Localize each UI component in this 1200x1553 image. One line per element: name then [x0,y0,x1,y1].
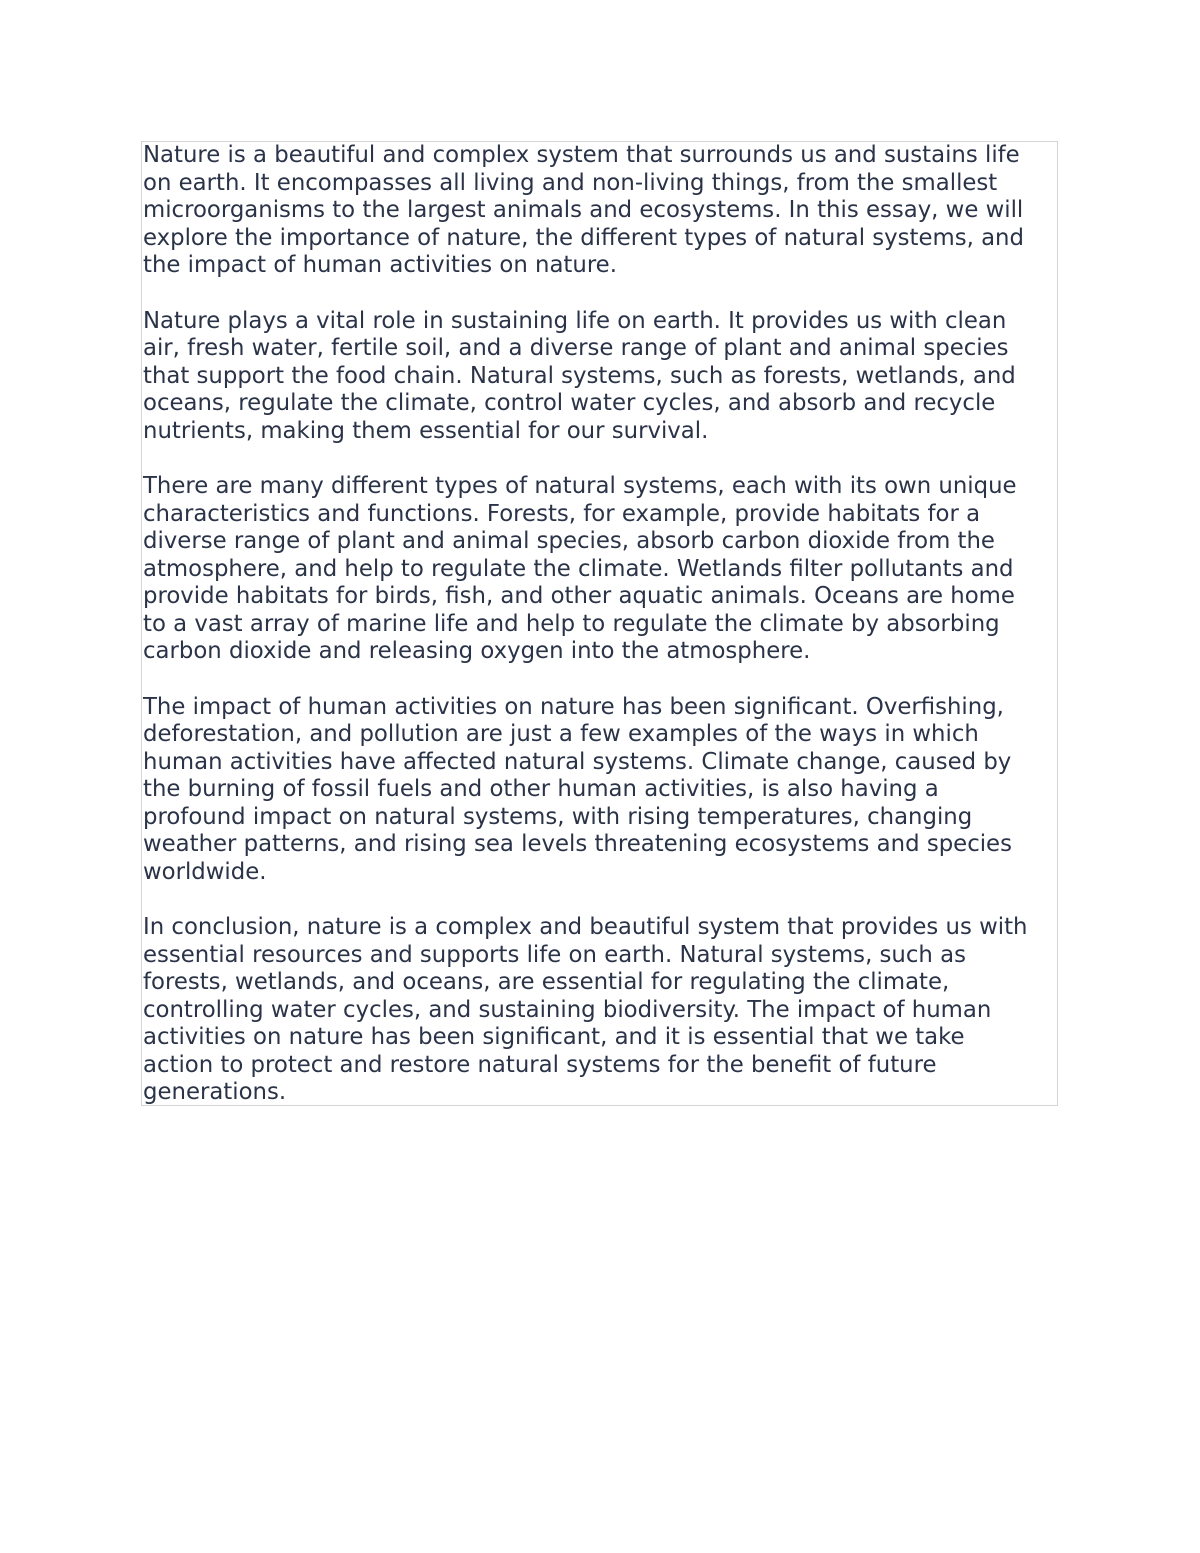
essay-text-box [141,141,1058,1106]
text-line: microorganisms to the largest animals and ecosystems. In this essay, we will [143,197,1024,223]
paragraph-spacer [143,666,1057,694]
text-line: activities on nature has been significant, and it is essential that we take [143,1024,965,1050]
text-line: profound impact on natural systems, with rising temperatures, changing [143,803,973,830]
text-line: human activities have affected natural systems. Climate change, caused by [143,748,1012,775]
text-line: action to protect and restore natural systems for the benefit of future [143,1051,937,1078]
text-line: worldwide. [143,858,267,885]
text-line: The impact of human activities on nature has been significant. Overfishing, [143,693,1004,720]
text-line: on earth. It encompasses all living and non-living things, from the smallest [143,169,998,196]
text-line: In conclusion, nature is a complex and beautiful system that provides us with [143,914,1028,940]
text-line: the impact of human activities on nature. [143,252,617,278]
text-line: forests, wetlands, and oceans, are essential for regulating the climate, [143,969,950,995]
paragraph-types [143,473,1057,666]
text-line: provide habitats for birds, fish, and other aquatic animals. Oceans are home [143,583,1015,609]
text-line: the burning of fossil fuels and other human activities, is also having a [143,776,939,802]
paragraph-role [143,308,1057,446]
text-line: atmosphere, and help to regulate the climate. Wetlands filter pollutants and [143,555,1014,582]
text-line: essential resources and supports life on earth. Natural systems, such as [143,941,966,968]
text-line: explore the importance of nature, the different types of natural systems, and [143,224,1024,251]
paragraph-spacer [143,280,1057,308]
text-line: oceans, regulate the climate, control water cycles, and absorb and recycle [143,390,996,416]
text-line: generations. [143,1079,287,1105]
paragraph-intro [143,142,1057,280]
text-line: diverse range of plant and animal species, absorb carbon dioxide from the [143,528,995,554]
paragraph-spacer [143,445,1057,473]
text-line: air, fresh water, fertile soil, and a diverse range of plant and animal species [143,335,1009,361]
text-line: nutrients, making them essential for our survival. [143,417,709,444]
text-line: Nature is a beautiful and complex system that surrounds us and sustains life [143,142,1020,168]
text-line: deforestation, and pollution are just a few examples of the ways in which [143,721,979,747]
paragraph-conclusion [143,914,1057,1107]
paragraph-spacer [143,886,1057,914]
text-line: to a vast array of marine life and help to regulate the climate by absorbing [143,610,1000,637]
text-line: There are many different types of natural systems, each with its own unique [143,473,1017,499]
paragraph-impact [143,694,1057,887]
text-line: that support the food chain. Natural systems, such as forests, wetlands, and [143,362,1016,389]
text-line: carbon dioxide and releasing oxygen into the atmosphere. [143,638,811,664]
text-line: Nature plays a vital role in sustaining life on earth. It provides us with clean [143,307,1007,334]
text-line: characteristics and functions. Forests, for example, provide habitats for a [143,500,981,527]
text-line: weather patterns, and rising sea levels threatening ecosystems and species [143,831,1012,857]
text-line: controlling water cycles, and sustaining biodiversity. The impact of human [143,996,992,1023]
